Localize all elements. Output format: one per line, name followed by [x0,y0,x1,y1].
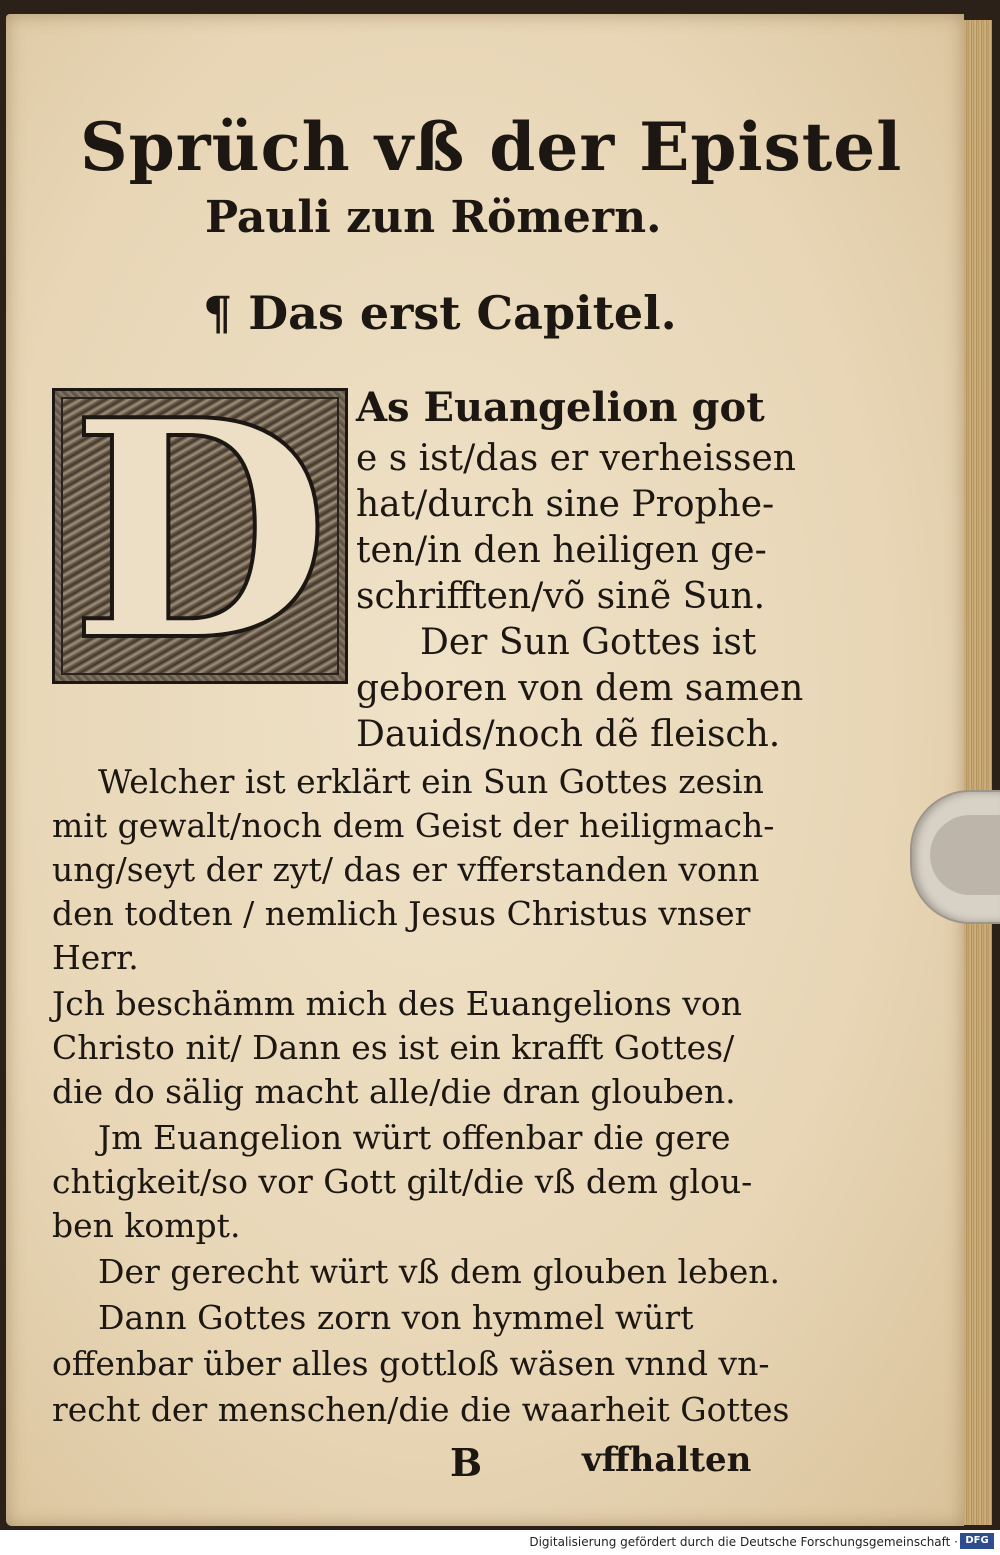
text-line: hat/durch sine Prophe- [356,484,775,525]
text-line: As Euangelion got [356,384,765,431]
signature-mark: B [450,1440,483,1485]
text-line: Dauids/noch dẽ fleisch. [356,714,781,755]
text-line: offenbar über alles gottloß wäsen vnnd vn- [52,1344,770,1383]
text-line: Jm Euangelion würt offenbar die gere [98,1118,731,1157]
text-line: mit gewalt/noch dem Geist der heiligmach- [52,806,775,845]
text-line: ben kompt. [52,1206,241,1245]
text-line: den todten / nemlich Jesus Christus vnser [52,894,751,933]
footer-credit: Digitalisierung gefördert durch die Deutsche Forschungsgemeinschaft · [529,1535,958,1549]
text-line: chtigkeit/so vor Gott gilt/die vß dem glou- [52,1162,753,1201]
text-line: e s ist/das er verheissen [356,438,796,479]
text-line: Herr. [52,938,139,977]
text-line: Jch beschämm mich des Euangelions von [52,984,743,1023]
chapter-heading: ¶ Das erst Capitel. [203,286,677,340]
text-line: Der Sun Gottes ist [420,622,757,663]
text-line: Der gerecht würt vß dem glouben leben. [98,1252,781,1291]
text-line: die do sälig macht alle/die dran glouben. [52,1072,736,1111]
text-line: ten/in den heiligen ge- [356,530,767,571]
text-line: geboren von dem samen [356,668,804,709]
decorated-initial [52,388,348,684]
text-line: recht der menschen/die die waarheit Gottes [52,1390,790,1429]
catchword: vffhalten [582,1440,752,1480]
initial-letter: D [69,388,331,684]
text-line: Dann Gottes zorn von hymmel würt [98,1298,694,1337]
dfg-logo-icon: DFG [960,1533,994,1549]
page-title-line-2: Pauli zun Römern. [205,192,662,243]
text-line: schrifften/võ sinẽ Sun. [356,576,766,617]
text-line: ung/seyt der zyt/ das er vfferstanden vonn [52,850,760,889]
page-clip-inner [930,815,1000,895]
page-title-line-1: Sprüch vß der Epistel [80,108,903,186]
text-line: Welcher ist erklärt ein Sun Gottes zesin [98,762,764,801]
book-fore-edge [962,20,992,1525]
text-line: Christo nit/ Dann es ist ein krafft Gottes/ [52,1028,735,1067]
